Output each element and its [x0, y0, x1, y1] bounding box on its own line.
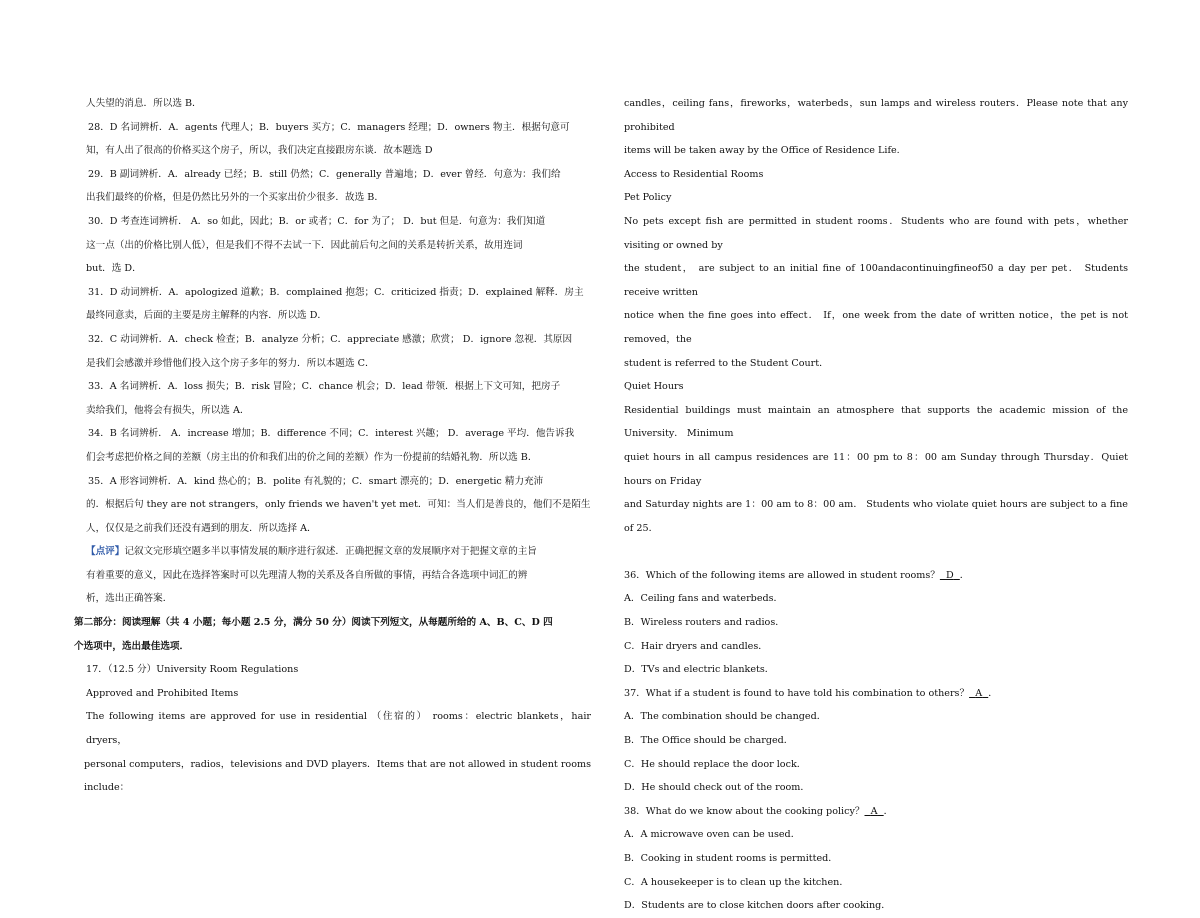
option-a: A．A microwave oven can be used．: [624, 829, 801, 841]
text-line: but．选 D．: [86, 263, 142, 275]
option-c: C．Hair dryers and candles．: [624, 640, 768, 652]
passage-heading: Pet Policy: [624, 192, 672, 204]
comment-line: 析，选出正确答案．: [86, 593, 173, 605]
section-heading: 个选项中，选出最佳选项．: [74, 640, 190, 652]
passage-line: personal computers，radios，televisions and DVD players．Items that are not allowed in student rooms include：: [84, 758, 591, 794]
option-d: D．Students are to close kitchen doors after cooking．: [624, 900, 891, 912]
passage-heading: Quiet Hours: [624, 381, 684, 393]
passage-line: student is referred to the Student Court．: [624, 357, 829, 369]
answer-29-line: 29．B 副词辨析．A．already 已经；B．still 仍然；C．generally 普遍地；D．ever 曾经．句意为：我们给: [88, 168, 561, 180]
text-line: 人，仅仅是之前我们还没有遇到的朋友．所以选择 A．: [86, 522, 317, 534]
answer-35-line: 35．A 形容词辨析．A．kind 热心的；B．polite 有礼貌的；C．smart 漂亮的；D．energetic 精力充沛: [88, 475, 544, 487]
passage-line: candles，ceiling fans，fireworks，waterbeds，sun lamps and wireless routers．Please note that any prohibited: [624, 98, 1128, 133]
option-a: A．The combination should be changed．: [624, 711, 827, 723]
question-17-title: 17．（12.5 分）University Room Regulations: [86, 664, 299, 676]
right-column: [624, 92, 1128, 918]
passage-line: quiet hours in all campus residences are 11：00 pm to 8：00 am Sunday through Thursday．Quiet hours on Friday: [624, 451, 1128, 487]
passage-line: The following items are approved for use in residential （住宿的） rooms：electric blankets，hair dryers，: [86, 711, 591, 747]
question-36-stem: 36．Which of the following items are allowed in student rooms？ D ．: [624, 569, 970, 581]
text-line: 最终同意卖，后面的主要是房主解释的内容．所以选 D．: [86, 310, 327, 322]
passage-heading: Approved and Prohibited Items: [86, 687, 239, 699]
comment-line: [86, 540, 591, 564]
question-text: 37．What if a student is found to have told his combination to others？: [624, 687, 970, 699]
comment-line: 有着重要的意义，因此在选择答案时可以先理清人物的关系及各自所做的事情，再结合各选项中词汇的辨: [86, 569, 528, 581]
answer-28-line: 28．D 名词辨析．A．agents 代理人；B．buyers 买方；C．managers 经理；D．owners 物主．根据句意可: [88, 121, 570, 133]
answer-30-line: 30．D 考查连词辨析． A．so 如此，因此；B．or 或者；C．for 为了； D．but 但是．句意为：我们知道: [88, 215, 546, 227]
passage-line: and Saturday nights are 1：00 am to 8：00 am． Students who violate quiet hours are subject to a fine of 25．: [624, 499, 1128, 534]
left-column: [74, 92, 591, 800]
answer-34-line: 34．B 名词辨析． A．increase 增加；B．difference 不同；C．interest 兴趣； D．average 平均．他告诉我: [88, 428, 575, 440]
option-d: D．He should check out of the room．: [624, 782, 810, 794]
option-c: C．He should replace the door lock．: [624, 758, 807, 770]
text-line: 知，有人出了很高的价格买这个房子，所以，我们决定直接跟房东谈．故本题选 D: [86, 145, 433, 157]
passage-line: items will be taken away by the Office of Residence Life.: [624, 145, 900, 157]
option-a: A．Ceiling fans and waterbeds．: [624, 593, 784, 605]
text-line: 们会考虑把价格之间的差额（房主出的价和我们出的价之间的差额）作为一份提前的结婚礼物．所以选 B．: [86, 451, 538, 463]
passage-heading: Access to Residential Rooms: [624, 168, 764, 180]
answer-blank: [865, 806, 884, 817]
answer-value: D: [945, 569, 954, 581]
answer-blank: [940, 570, 960, 581]
section-heading: 第二部分：阅读理解（共 4 小题；每小题 2.5 分，满分 50 分）阅读下列短文，从每题所给的 A、B、C、D 四: [74, 617, 553, 629]
text-line: 的．根据后句 they are not strangers，only friends we haven't yet met．可知：当人们是善良的，他们不是陌生: [86, 499, 591, 511]
passage-line: Residential buildings must maintain an atmosphere that supports the academic mission of the University． Minimum: [624, 404, 1128, 440]
option-b: B．Cooking in student rooms is permitted．: [624, 853, 838, 864]
question-37-stem: 37．What if a student is found to have told his combination to others？ A ．: [624, 687, 998, 699]
answer-32-line: 32．C 动词辨析．A．check 检查；B．analyze 分析；C．appreciate 感激；欣赏； D．ignore 忽视．其原因: [88, 333, 573, 345]
spacer: [624, 540, 1128, 564]
passage-line: No pets except fish are permitted in student rooms．Students who are found with pets，whether visiting or owned by: [624, 215, 1128, 251]
answer-value: A: [870, 805, 878, 817]
text-line: 出我们最终的价格，但是仍然比另外的一个买家出价少很多．故选 B．: [86, 192, 384, 204]
question-38-stem: 38．What do we know about the cooking policy？ A ．: [624, 805, 894, 817]
option-d: D．TVs and electric blankets．: [624, 664, 775, 676]
answer-blank: [969, 688, 988, 699]
option-c: C．A housekeeper is to clean up the kitchen．: [624, 876, 849, 888]
comment-tag: 【点评】: [86, 546, 125, 558]
question-text: 38．What do we know about the cooking policy？: [624, 805, 865, 817]
option-b: B．Wireless routers and radios．: [624, 617, 785, 629]
option-b: B．The Office should be charged．: [624, 735, 794, 747]
text-line: 是我们会感激并珍惜他们投入这个房子多年的努力．所以本题选 C．: [86, 357, 375, 369]
text-line: 人失望的消息．所以选 B．: [86, 98, 202, 109]
answer-value: A: [975, 687, 983, 699]
passage-line: the student， are subject to an initial fine of 100andacontinuingfineof50 a day per pet． Students receive written: [624, 263, 1128, 298]
text-line: 卖给我们，他将会有损失，所以选 A．: [86, 404, 250, 416]
passage-line: notice when the fine goes into effect． If，one week from the date of written notice，the pet is not removed，the: [624, 310, 1128, 345]
answer-31-line: 31．D 动词辨析．A．apologized 道歉；B．complained 抱怨；C．criticized 指责；D．explained 解释．房主: [88, 286, 584, 298]
question-text: 36．Which of the following items are allowed in student rooms？: [624, 569, 940, 581]
text-line: 这一点（出的价格比别人低），但是我们不得不去试一下．因此前后句之间的关系是转折关系，故用连词: [86, 239, 523, 251]
comment-text: 记叙文完形填空题多半以事情发展的顺序进行叙述．正确把握文章的发展顺序对于把握文章的主旨: [124, 546, 537, 558]
answer-33-line: 33．A 名词辨析．A．loss 损失；B．risk 冒险；C．chance 机会；D．lead 带领．根据上下文可知，把房子: [88, 381, 561, 393]
